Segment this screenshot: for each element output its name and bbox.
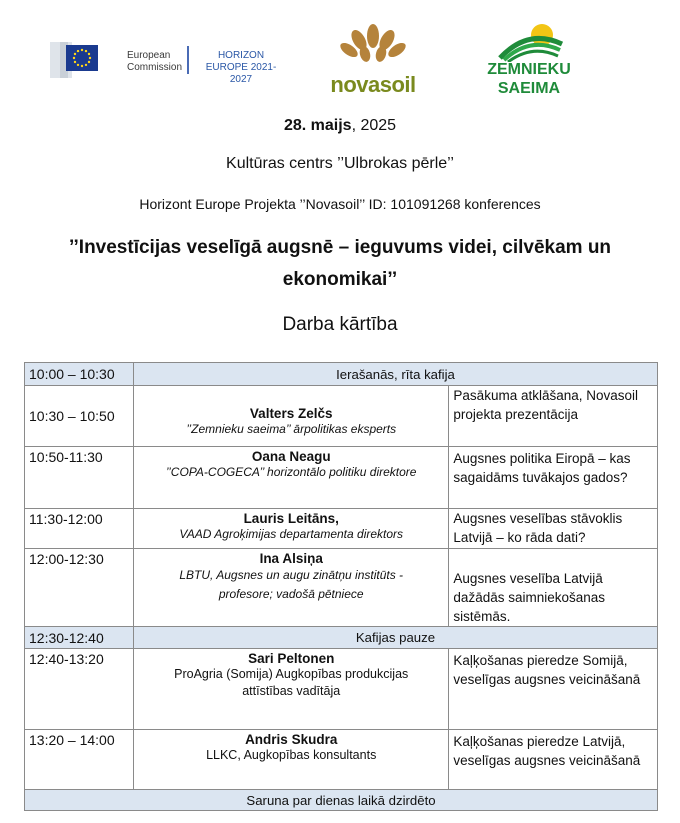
- zemnieku-saeima-logo: [478, 22, 580, 102]
- table-row: [25, 627, 658, 649]
- event-date: [0, 117, 680, 135]
- speaker-role: LLKC, Augkopības konsultants: [206, 748, 377, 762]
- speaker-name: Lauris Leitāns,: [243, 511, 339, 526]
- project-line: Horizont Europe Projekta ’’Novasoil’’ ID: 101091268 konferences: [139, 196, 541, 212]
- time-cell: 12:30-12:40: [25, 627, 134, 649]
- speaker-role: ’’Zemnieku saeima’’ ārpolitikas eksperts: [186, 422, 397, 436]
- speaker-role: VAAD Agroķimijas departamenta direktors: [179, 527, 404, 541]
- date-year: , 2025: [351, 117, 397, 134]
- zs-wordmark: [478, 60, 580, 98]
- zs-sun-field-icon: [478, 22, 580, 62]
- novasoil-logo: [326, 22, 420, 96]
- horizon-europe-label: HORIZON EUROPE 2021-2027: [205, 50, 277, 85]
- table-row: [25, 509, 658, 549]
- european-commission-logo: [50, 42, 290, 85]
- speaker-cell: [133, 649, 448, 730]
- merged-cell: Saruna par dienas laikā dzirdēto: [25, 790, 658, 811]
- novasoil-wordmark: novasoil: [330, 72, 416, 97]
- logo-bar: [0, 0, 680, 110]
- speaker-role: ’’COPA-COGECA’’ horizontālo politiku direktore: [165, 465, 417, 479]
- merged-cell: Kafijas pauze: [133, 627, 657, 649]
- speaker-name: Andris Skudra: [245, 732, 338, 747]
- time-cell: 12:00-12:30: [25, 549, 134, 627]
- agenda-heading: Darba kārtība: [282, 314, 398, 335]
- time-cell: 10:50-11:30: [25, 447, 134, 509]
- speaker-name: Sari Peltonen: [248, 651, 335, 666]
- topic-cell: Kaļķošanas pieredze Latvijā, veselīgas augsnes veicināšanā: [449, 730, 658, 790]
- topic-cell: Augsnes politika Eiropā – kas sagaidāms tuvākajos gados?: [449, 447, 658, 509]
- table-row: [25, 649, 658, 730]
- conference-title: ’’Investīcijas veselīgā augsnē – ieguvums videi, cilvēkam un ekonomikai’’: [68, 237, 612, 290]
- novasoil-petals-icon: [326, 22, 420, 74]
- table-row: [25, 730, 658, 790]
- speaker-cell: [133, 549, 448, 627]
- topic-cell: Kaļķošanas pieredze Somijā, veselīgas augsnes veicināšanā: [449, 649, 658, 730]
- speaker-cell: [133, 509, 448, 549]
- table-row: [25, 790, 658, 811]
- speaker-name: Oana Neagu: [251, 449, 331, 464]
- speaker-cell: [133, 447, 448, 509]
- table-row: [25, 447, 658, 509]
- speaker-role: LBTU, Augsnes un augu zinātņu institūts - profesore; vadošā pētniece: [179, 568, 404, 601]
- topic-cell: Augsnes veselības stāvoklis Latvijā – ko rāda dati?: [449, 509, 658, 549]
- time-cell: 10:00 – 10:30: [25, 363, 134, 386]
- speaker-cell: [133, 730, 448, 790]
- time-cell: 13:20 – 14:00: [25, 730, 134, 790]
- speaker-name: Ina Alsiņa: [259, 551, 323, 566]
- zs-line2: SAEIMA: [497, 80, 561, 97]
- speaker-role: ProAgria (Somija) Augkopības produkcijas attīstības vadītāja: [174, 667, 409, 698]
- table-row: [25, 386, 658, 447]
- event-venue: Kultūras centrs ’’Ulbrokas pērle’’: [226, 155, 454, 172]
- agenda-table: [24, 362, 658, 811]
- zs-line1: ZEMNIEKU: [487, 61, 571, 78]
- table-row: [25, 363, 658, 386]
- date-bold: 28. maijs: [283, 117, 352, 134]
- merged-cell: Ierašanās, rīta kafija: [133, 363, 657, 386]
- logo-divider: [187, 46, 189, 74]
- topic-cell: Pasākuma atklāšana, Novasoil projekta prezentācija: [449, 386, 658, 447]
- ec-name: European Commission: [127, 50, 183, 73]
- time-cell: 12:40-13:20: [25, 649, 134, 730]
- speaker-name: Valters Zelčs: [249, 406, 333, 421]
- topic-cell: Augsnes veselība Latvijā dažādās saimniekošanas sistēmās.: [449, 549, 658, 627]
- time-cell: 10:30 – 10:50: [25, 386, 134, 447]
- ec-building-icon: [50, 42, 118, 78]
- speaker-cell: [133, 386, 448, 447]
- time-cell: 11:30-12:00: [25, 509, 134, 549]
- table-row: [25, 549, 658, 627]
- eu-flag-icon: [66, 45, 98, 71]
